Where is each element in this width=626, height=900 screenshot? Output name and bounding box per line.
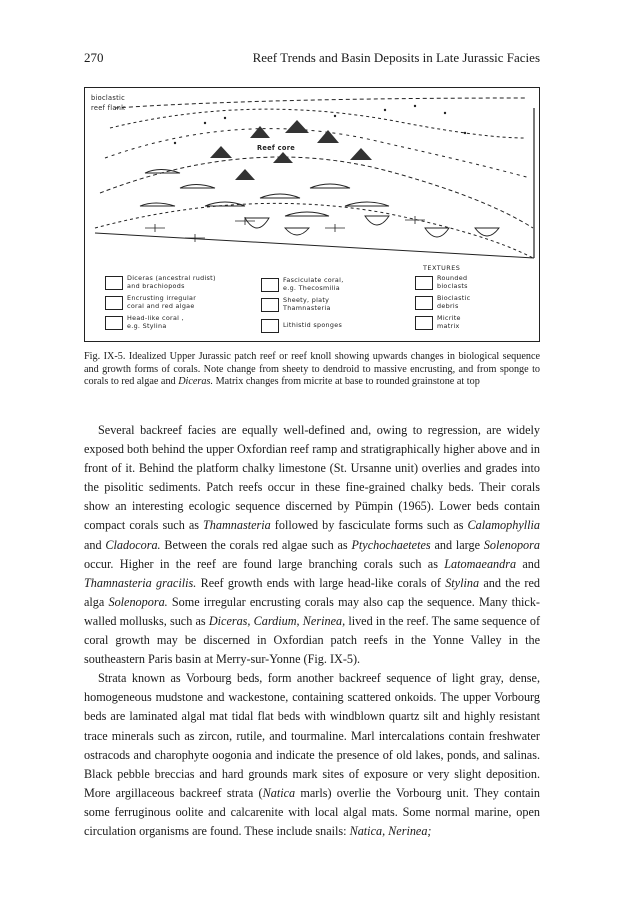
taxon-name: Latomaeandra — [444, 556, 517, 571]
label-bioclastic: bioclastic — [91, 94, 126, 102]
flank-line-4 — [100, 157, 533, 228]
caption-text-1: Fig. IX-5. Idealized Upper Jurassic patch reef or reef knoll showing upwards changes in biological sequence and growth forms of corals. Note change from sheety to dendroid to massive encrusting, and from sponge to corals to red algae and — [84, 351, 540, 388]
legend-micrite-1: Micrite — [437, 314, 461, 322]
legend-micrite-2: matrix — [437, 322, 460, 330]
taxon-name: Natica — [262, 785, 296, 800]
legend-micrite-symbol — [415, 316, 433, 330]
text-run: and large — [430, 537, 484, 552]
legend-sheety-1: Sheety, platy — [283, 296, 330, 304]
flank-line-top — [115, 98, 525, 108]
legend-headlike-2: e.g. Stylina — [127, 322, 167, 330]
legend-rounded-2: bioclasts — [437, 282, 468, 290]
legend-rounded-symbol — [415, 276, 433, 290]
paragraph-1 — [84, 421, 540, 669]
taxon-name: Thamnasteria gracilis. — [84, 575, 197, 590]
legend-diceras-1: Diceras (ancestral rudist) — [127, 274, 216, 282]
sponges — [245, 216, 499, 237]
page-header — [84, 50, 540, 66]
text-run: marls) overlie the Vorbourg unit. They contain some ferruginous oolite and calcarenite with local algal mats. Some normal marine, open circulation organisms are found. These include snails: — [84, 785, 541, 838]
running-title: Reef Trends and Basin Deposits in Late Jurassic Facies — [252, 50, 540, 65]
micrite-symbols — [145, 216, 425, 242]
taxon-name: Diceras, Cardium, Nerinea, — [208, 613, 346, 628]
legend-bioclastic-1: Bioclastic — [437, 294, 471, 302]
text-run: occur. Higher in the reef are found large branching corals such as — [84, 556, 445, 571]
text-run: lived in the reef. The same sequence of coral growth may be discerned in Oxfordian patch reefs in the Yonne Valley in the southeastern Paris basin at Merry-sur-Yonne (Fig. IX-5). — [84, 613, 541, 667]
legend-fasciculate-2: e.g. Thecosmilia — [283, 284, 340, 292]
legend-fasciculate-symbol — [261, 278, 279, 292]
text-run: followed by fasciculate forms such as — [270, 518, 468, 533]
flank-line-3 — [105, 129, 530, 178]
taxon-name: Natica, Nerinea; — [349, 823, 432, 838]
textures-title: TEXTURES — [423, 264, 461, 272]
label-reef-flank: reef flank — [91, 104, 126, 112]
legend-headlike-1: Head-like coral , — [127, 314, 184, 322]
legend-bioclastic-symbol — [415, 296, 433, 310]
text-run: Some irregular encrusting corals may also cap the sequence. Many thick-walled mollusks, such as — [84, 594, 540, 628]
legend-sheety-2: Thamnasteria — [283, 304, 331, 312]
legend-lithistid-symbol — [261, 319, 279, 333]
sheety-corals — [140, 170, 389, 217]
figure-reef-diagram — [84, 87, 540, 342]
legend-rounded-1: Rounded — [437, 274, 468, 282]
text-run: Between the corals red algae such as — [160, 537, 352, 552]
legend-headlike-symbol — [105, 316, 123, 330]
paragraph-2 — [84, 669, 540, 841]
taxon-name: Solenopora — [483, 537, 540, 552]
legend-diceras-symbol — [105, 276, 123, 290]
flank-line-2 — [110, 109, 525, 138]
body-text — [84, 421, 540, 841]
caption-text-2: Matrix changes from micrite at base to rounded grainstone at top — [213, 376, 480, 388]
legend-diceras-2: and brachiopods — [127, 282, 185, 290]
legend-encrusting-symbol — [105, 296, 123, 310]
taxon-name: Solenopora. — [108, 594, 168, 609]
flank-line-5 — [95, 203, 533, 258]
text-run: and — [84, 537, 106, 552]
legend-lithistid: Lithistid sponges — [283, 321, 343, 329]
taxon-name: Ptychochaetetes — [351, 537, 431, 552]
text-run: Several backreef facies are equally well-defined and, owing to regression, are widely exposed both behind the upper Oxfordian reef ramp and stratigraphically higher above and in front of it. Behind the platform chalky limestone (St. Ursanne unit) overlies and grades into the pisolitic sediments. Patch reefs occur in these fine-grained chalky beds. Their corals show an interesting ecologic sequence discerned by Pümpin (1965). Lower beds contain compact corals such as — [84, 423, 540, 533]
label-reef-core: Reef core — [257, 144, 296, 152]
text-run: Strata known as Vorbourg beds, form another backreef sequence of light gray, dense, homogeneous mudstone and wackestone, containing scattered onkoids. The upper Vorbourg beds are laminated algal mat tidal flat beds with windblown quartz silt and highly resistant trace minerals such as zircon, rutile, and tourmaline. Marl intercalations contain freshwater ostracods and charophyte oogonia and indicate the presence of old lakes, ponds, and salinas. Black pebble breccias and hard grounds mark sites of exposure or very slight deposition. More argillaceous backreef strata ( — [84, 671, 540, 800]
figure-caption — [84, 351, 540, 389]
taxon-name: Stylina — [445, 575, 480, 590]
taxon-name: Thamnasteria — [203, 518, 271, 533]
legend-bioclastic-2: debris — [437, 302, 459, 310]
taxon-name: Calamophyllia — [467, 518, 540, 533]
diagram-base — [95, 233, 534, 258]
legend-sheety-symbol — [261, 298, 279, 312]
legend-encrusting-2: coral and red algae — [127, 302, 195, 310]
caption-italic-diceras: Diceras. — [178, 376, 214, 388]
text-run: and — [516, 556, 540, 571]
taxon-name: Cladocora. — [105, 537, 161, 552]
text-run: Reef growth ends with large head-like corals of — [196, 575, 446, 590]
text-run: and the red alga — [84, 575, 540, 609]
legend-encrusting-1: Encrusting irregular — [127, 294, 197, 302]
page-number: 270 — [84, 50, 104, 65]
legend-fasciculate-1: Fasciculate coral, — [283, 276, 344, 284]
